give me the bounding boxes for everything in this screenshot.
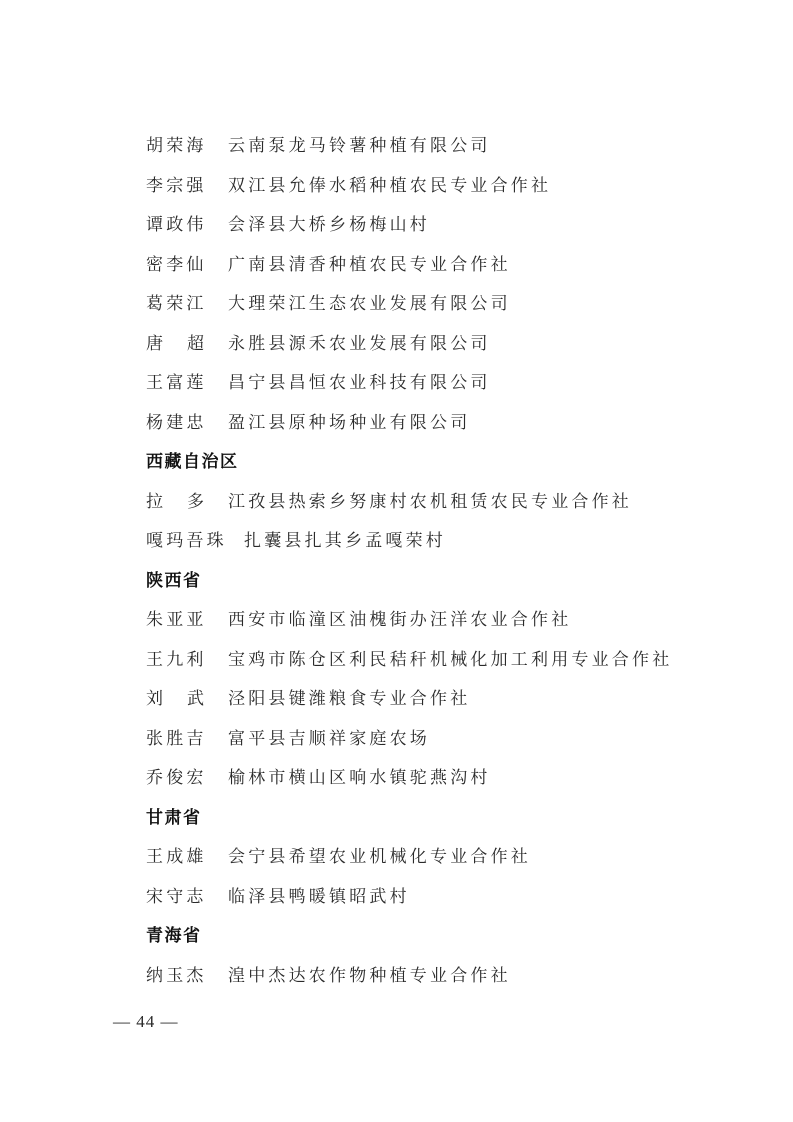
- organization-name: 盈江县原种场种业有限公司: [228, 412, 471, 433]
- list-item: [146, 289, 746, 329]
- name-char: 多: [187, 491, 204, 512]
- organization-name: 江孜县热索乡努康村农机租赁农民专业合作社: [228, 491, 632, 512]
- organization-name: 富平县吉顺祥家庭农场: [228, 728, 430, 749]
- organization-name: 宝鸡市陈仓区利民秸秆机械化加工利用专业合作社: [228, 649, 673, 670]
- organization-name: 西安市临潼区油槐街办汪洋农业合作社: [228, 610, 572, 630]
- list-item: [146, 724, 746, 764]
- person-name: 嘎玛吾珠: [146, 531, 227, 551]
- list-item: [146, 961, 746, 1001]
- organization-name: 双江县允俸水稻种植农民专业合作社: [228, 175, 552, 196]
- person-name: 张胜吉: [146, 728, 207, 749]
- person-name: 胡荣海: [146, 136, 207, 156]
- organization-name: 会宁县希望农业机械化专业合作社: [228, 847, 531, 867]
- person-name: [146, 329, 204, 359]
- organization-name: 榆林市横山区响水镇驼燕沟村: [228, 768, 491, 788]
- organization-name: 昌宁县昌恒农业科技有限公司: [228, 373, 491, 393]
- list-item: [146, 605, 746, 645]
- list-item: [146, 368, 746, 408]
- list-item: [146, 842, 746, 882]
- person-name: 宋守志: [146, 886, 207, 907]
- list-item: [146, 329, 746, 369]
- region-heading: 西藏自治区: [146, 452, 239, 472]
- person-name: 乔俊宏: [146, 768, 207, 788]
- person-name: 王九利: [146, 649, 207, 670]
- awardee-list: [146, 131, 746, 1000]
- organization-name: 云南泵龙马铃薯种植有限公司: [228, 136, 491, 156]
- list-item: [146, 684, 746, 724]
- person-name: 李宗强: [146, 175, 207, 196]
- person-name: 朱亚亚: [146, 610, 207, 630]
- list-item: [146, 408, 746, 448]
- list-item: [146, 210, 746, 250]
- organization-name: 泾阳县键潍粮食专业合作社: [228, 689, 471, 709]
- organization-name: 临泽县鸭暖镇昭武村: [228, 886, 410, 907]
- person-name: 杨建忠: [146, 412, 207, 433]
- list-item: [146, 131, 746, 171]
- region-heading: 青海省: [146, 926, 202, 946]
- name-char: 拉: [146, 491, 163, 512]
- person-name: 纳玉杰: [146, 965, 207, 986]
- organization-name: 会泽县大桥乡杨梅山村: [228, 215, 430, 235]
- person-name: [146, 487, 204, 517]
- person-name: 王成雄: [146, 847, 207, 867]
- region-heading: 陕西省: [146, 570, 202, 591]
- organization-name: 永胜县源禾农业发展有限公司: [228, 333, 491, 354]
- person-name: 葛荣江: [146, 294, 207, 314]
- list-item: [146, 763, 746, 803]
- list-item: [146, 526, 746, 566]
- person-name: 谭政伟: [146, 215, 207, 235]
- list-item: [146, 882, 746, 922]
- list-item: [146, 171, 746, 211]
- organization-name: 大理荣江生态农业发展有限公司: [228, 294, 511, 314]
- person-name: 王富莲: [146, 373, 207, 393]
- list-item: [146, 645, 746, 685]
- name-char: 超: [187, 333, 204, 354]
- name-char: 武: [187, 689, 204, 709]
- name-char: 刘: [146, 689, 163, 709]
- organization-name: 扎囊县扎其乡孟嘎荣村: [244, 531, 446, 551]
- name-char: 唐: [146, 333, 163, 354]
- list-item: [146, 487, 746, 527]
- person-name: [146, 684, 204, 714]
- organization-name: 广南县清香种植农民专业合作社: [228, 254, 511, 275]
- region-heading: 甘肃省: [146, 807, 202, 828]
- list-item: [146, 250, 746, 290]
- person-name: 密李仙: [146, 254, 207, 275]
- page-number: — 44 —: [113, 1012, 179, 1031]
- organization-name: 湟中杰达农作物种植专业合作社: [228, 965, 511, 986]
